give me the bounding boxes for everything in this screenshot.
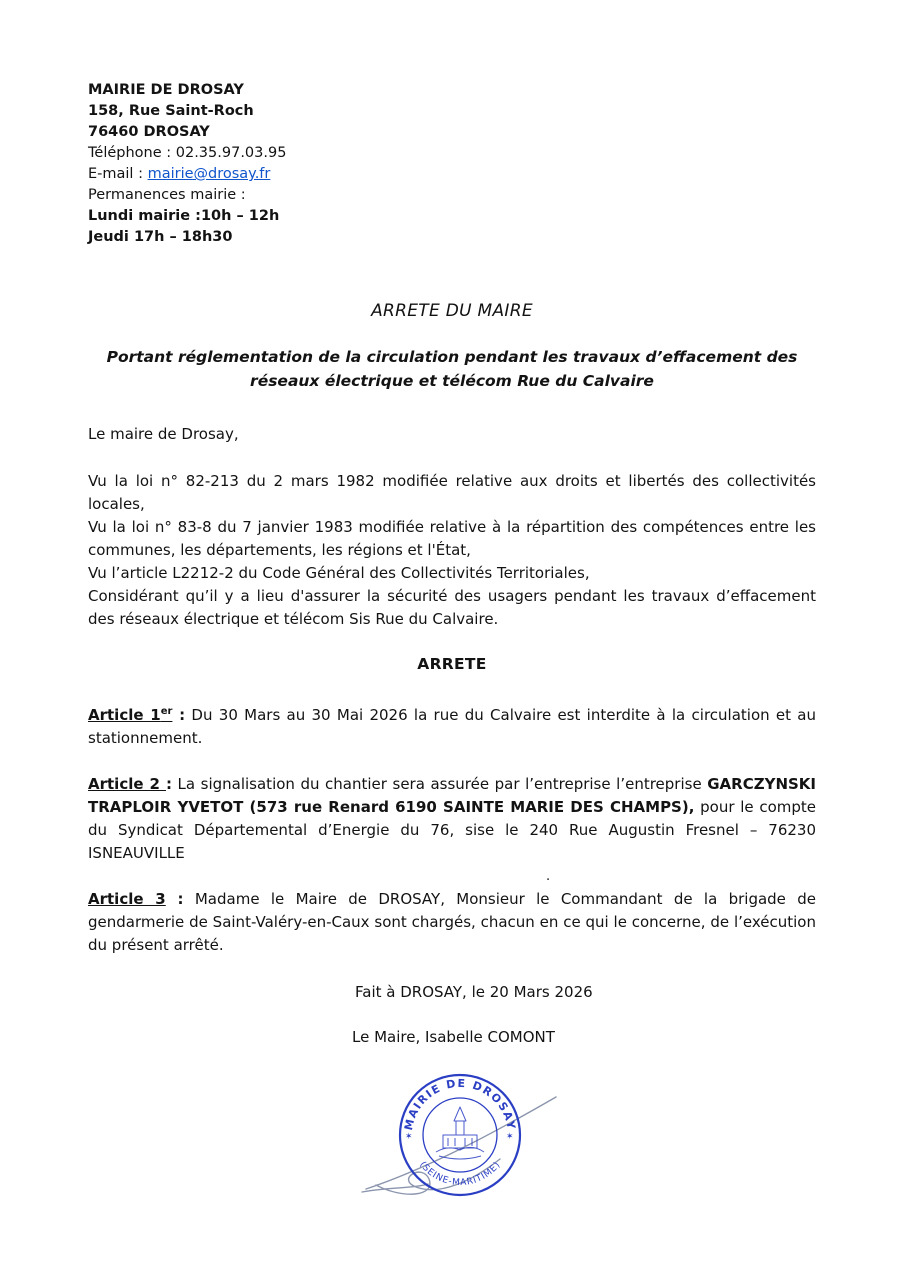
salutation: Le maire de Drosay, bbox=[88, 425, 239, 443]
email-link[interactable]: mairie@drosay.fr bbox=[147, 166, 271, 182]
article-1-text: Du 30 Mars au 30 Mai 2026 la rue du Calvaire est interdite à la circulation et au stationnement. bbox=[88, 706, 816, 747]
sender-city: 76460 DROSAY bbox=[88, 124, 210, 140]
article-1-sup: er bbox=[160, 706, 173, 717]
article-3 bbox=[88, 888, 816, 957]
article-2-label: Article 2 bbox=[88, 775, 166, 793]
article-1-label: Article 1er bbox=[88, 706, 173, 724]
email-label: E-mail : bbox=[88, 166, 148, 182]
sender-hours-thursday: Jeudi 17h – 18h30 bbox=[88, 229, 233, 245]
sender-permanences: Permanences mairie : bbox=[88, 187, 246, 203]
article-2-colon: : bbox=[165, 775, 172, 793]
sender-hours-monday: Lundi mairie :10h – 12h bbox=[88, 208, 280, 224]
recital-considerant: Considérant qu’il y a lieu d'assurer la sécurité des usagers pendant les travaux d’effacement des réseaux électrique et télécom Sis Rue du Calvaire. bbox=[88, 587, 816, 628]
municipal-stamp-icon bbox=[310, 1055, 610, 1235]
place-and-date: Fait à DROSAY, le 20 Mars 2026 bbox=[355, 983, 593, 1001]
article-2 bbox=[88, 773, 816, 865]
article-2-text-pre: La signalisation du chantier sera assurée par l’entreprise l’entreprise bbox=[171, 775, 708, 793]
signatory-line: Le Maire, Isabelle COMONT bbox=[352, 1028, 555, 1046]
recitals-block bbox=[88, 470, 816, 631]
document-title: ARRETE DU MAIRE bbox=[371, 301, 533, 321]
recital-article-l2212: Vu l’article L2212-2 du Code Général des Collectivités Territoriales, bbox=[88, 564, 590, 582]
stamp-church-icon bbox=[436, 1107, 484, 1159]
stamp-star-right-icon: ✶ bbox=[506, 1132, 514, 1142]
article-2-text-post: pour le compte du Syndicat Départemental d’Energie du 76, sise le 240 Rue Augustin Fresnel – 76230 ISNEAUVILLE bbox=[88, 798, 816, 862]
article-1-colon: : bbox=[172, 706, 186, 724]
sender-phone: Téléphone : 02.35.97.03.95 bbox=[88, 145, 287, 161]
article-2-company: GARCZYNSKI TRAPLOIR YVETOT (573 rue Renard 6190 SAINTE MARIE DES CHAMPS), bbox=[88, 775, 817, 816]
recital-law-1983: Vu la loi n° 83-8 du 7 janvier 1983 modifiée relative à la répartition des compétences entre les communes, les départements, les régions et l'État, bbox=[88, 518, 816, 559]
arrete-heading: ARRETE bbox=[417, 655, 487, 673]
stamp-star-left-icon: ✶ bbox=[405, 1132, 413, 1142]
recital-law-1982: Vu la loi n° 82-213 du 2 mars 1982 modifiée relative aux droits et libertés des collectivités locales, bbox=[88, 472, 816, 513]
stray-period: . bbox=[546, 869, 551, 884]
stamp-and-signature-area bbox=[88, 1055, 816, 1245]
sender-email-line bbox=[88, 164, 816, 185]
stamp-top-text: MAIRIE DE DROSAY bbox=[402, 1076, 518, 1132]
article-1 bbox=[88, 700, 816, 750]
svg-text:MAIRIE DE DROSAY bbox=[402, 1077, 518, 1132]
sender-org: MAIRIE DE DROSAY bbox=[88, 82, 244, 98]
article-3-colon: : bbox=[165, 890, 184, 908]
sender-street: 158, Rue Saint-Roch bbox=[88, 103, 254, 119]
sender-block bbox=[88, 80, 816, 248]
article-3-text: Madame le Maire de DROSAY, Monsieur le Commandant de la brigade de gendarmerie de Saint-Valéry-en-Caux sont chargés, chacun en ce qui le concerne, de l’exécution du présent arrêté. bbox=[88, 890, 816, 954]
stamp-bottom-text: (SEINE-MARITIME) bbox=[417, 1160, 503, 1189]
document-subtitle: Portant réglementation de la circulation pendant les travaux d’effacement des réseaux électrique et télécom Rue du Calvaire bbox=[106, 348, 798, 390]
article-3-label: Article 3 bbox=[88, 890, 166, 908]
